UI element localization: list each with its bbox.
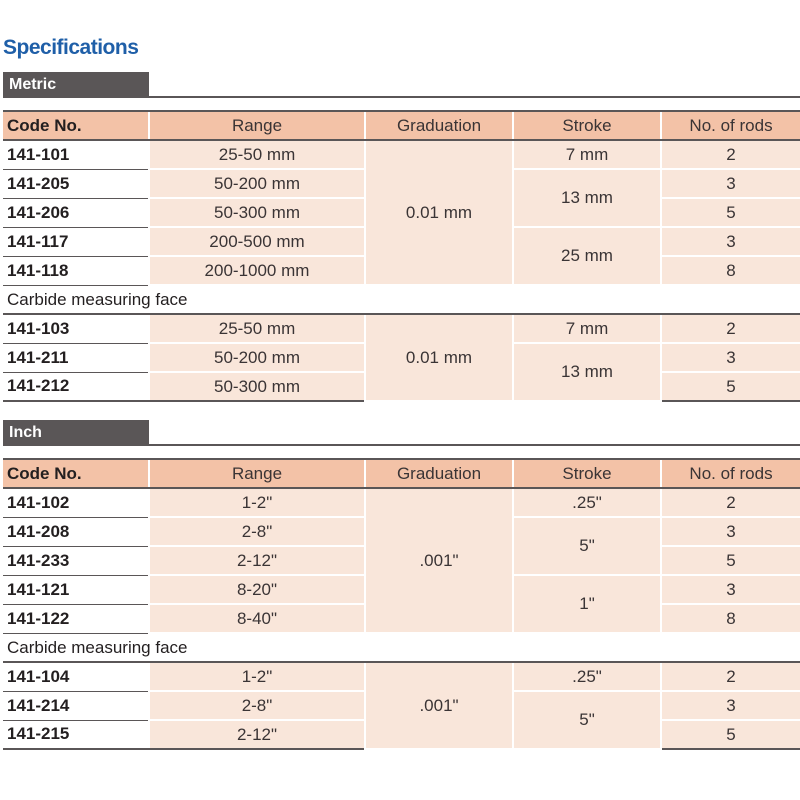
range-cell: 50-200 mm <box>149 169 365 198</box>
stroke-cell: 7 mm <box>513 140 661 169</box>
code-cell: 141-117 <box>3 227 149 256</box>
table-row <box>3 314 800 343</box>
range-cell: 200-1000 mm <box>149 256 365 285</box>
rods-cell: 3 <box>661 691 800 720</box>
carbide-row <box>3 285 800 314</box>
header-row <box>3 111 800 140</box>
rods-cell: 2 <box>661 488 800 517</box>
graduation-cell: 0.01 mm <box>365 140 513 285</box>
metric-section-header <box>3 72 800 98</box>
rods-cell: 8 <box>661 604 800 633</box>
stroke-cell: 25 mm <box>513 227 661 285</box>
range-header: Range <box>149 111 365 140</box>
range-header: Range <box>149 459 365 488</box>
table-row <box>3 662 800 691</box>
range-cell: 200-500 mm <box>149 227 365 256</box>
range-cell: 25-50 mm <box>149 314 365 343</box>
code-cell: 141-212 <box>3 372 149 401</box>
page-title: Specifications <box>3 36 139 59</box>
rods-cell: 5 <box>661 546 800 575</box>
header-row <box>3 459 800 488</box>
range-cell: 25-50 mm <box>149 140 365 169</box>
graduation-cell: .001" <box>365 662 513 749</box>
code-cell: 141-206 <box>3 198 149 227</box>
rods-cell: 5 <box>661 372 800 401</box>
carbide-label: Carbide measuring face <box>3 633 800 662</box>
code-cell: 141-101 <box>3 140 149 169</box>
rods-cell: 8 <box>661 256 800 285</box>
graduation-cell: .001" <box>365 488 513 633</box>
code-cell: 141-211 <box>3 343 149 372</box>
range-cell: 8-40" <box>149 604 365 633</box>
range-cell: 2-8" <box>149 691 365 720</box>
code-header: Code No. <box>3 111 149 140</box>
rods-cell: 2 <box>661 140 800 169</box>
rods-cell: 5 <box>661 198 800 227</box>
rods-cell: 5 <box>661 720 800 749</box>
stroke-cell: 7 mm <box>513 314 661 343</box>
stroke-header: Stroke <box>513 459 661 488</box>
range-cell: 1-2" <box>149 662 365 691</box>
stroke-cell: 5" <box>513 517 661 575</box>
code-cell: 141-214 <box>3 691 149 720</box>
range-cell: 2-8" <box>149 517 365 546</box>
carbide-row <box>3 633 800 662</box>
graduation-cell: 0.01 mm <box>365 314 513 401</box>
range-cell: 2-12" <box>149 720 365 749</box>
metric-spec-table <box>3 110 800 402</box>
graduation-header: Graduation <box>365 111 513 140</box>
range-cell: 50-300 mm <box>149 372 365 401</box>
range-cell: 50-200 mm <box>149 343 365 372</box>
rods-cell: 3 <box>661 169 800 198</box>
code-header: Code No. <box>3 459 149 488</box>
range-cell: 8-20" <box>149 575 365 604</box>
code-cell: 141-118 <box>3 256 149 285</box>
code-cell: 141-208 <box>3 517 149 546</box>
divider <box>149 444 800 446</box>
inch-section-header <box>3 420 800 446</box>
stroke-cell: .25" <box>513 662 661 691</box>
code-cell: 141-233 <box>3 546 149 575</box>
carbide-label: Carbide measuring face <box>3 285 800 314</box>
stroke-cell: 1" <box>513 575 661 633</box>
range-cell: 50-300 mm <box>149 198 365 227</box>
code-cell: 141-104 <box>3 662 149 691</box>
rods-cell: 3 <box>661 517 800 546</box>
rods-cell: 3 <box>661 343 800 372</box>
stroke-cell: .25" <box>513 488 661 517</box>
code-cell: 141-102 <box>3 488 149 517</box>
rods-cell: 3 <box>661 575 800 604</box>
range-cell: 2-12" <box>149 546 365 575</box>
rods-cell: 3 <box>661 227 800 256</box>
code-cell: 141-215 <box>3 720 149 749</box>
code-cell: 141-103 <box>3 314 149 343</box>
stroke-cell: 13 mm <box>513 169 661 227</box>
stroke-header: Stroke <box>513 111 661 140</box>
range-cell: 1-2" <box>149 488 365 517</box>
inch-section-label: Inch <box>3 420 149 446</box>
metric-section-label: Metric <box>3 72 149 98</box>
rods-cell: 2 <box>661 314 800 343</box>
table-row <box>3 140 800 169</box>
code-cell: 141-122 <box>3 604 149 633</box>
graduation-header: Graduation <box>365 459 513 488</box>
rods-header: No. of rods <box>661 111 800 140</box>
rods-cell: 2 <box>661 662 800 691</box>
divider <box>149 96 800 98</box>
stroke-cell: 5" <box>513 691 661 749</box>
code-cell: 141-121 <box>3 575 149 604</box>
rods-header: No. of rods <box>661 459 800 488</box>
table-row <box>3 488 800 517</box>
inch-spec-table <box>3 458 800 750</box>
code-cell: 141-205 <box>3 169 149 198</box>
stroke-cell: 13 mm <box>513 343 661 401</box>
